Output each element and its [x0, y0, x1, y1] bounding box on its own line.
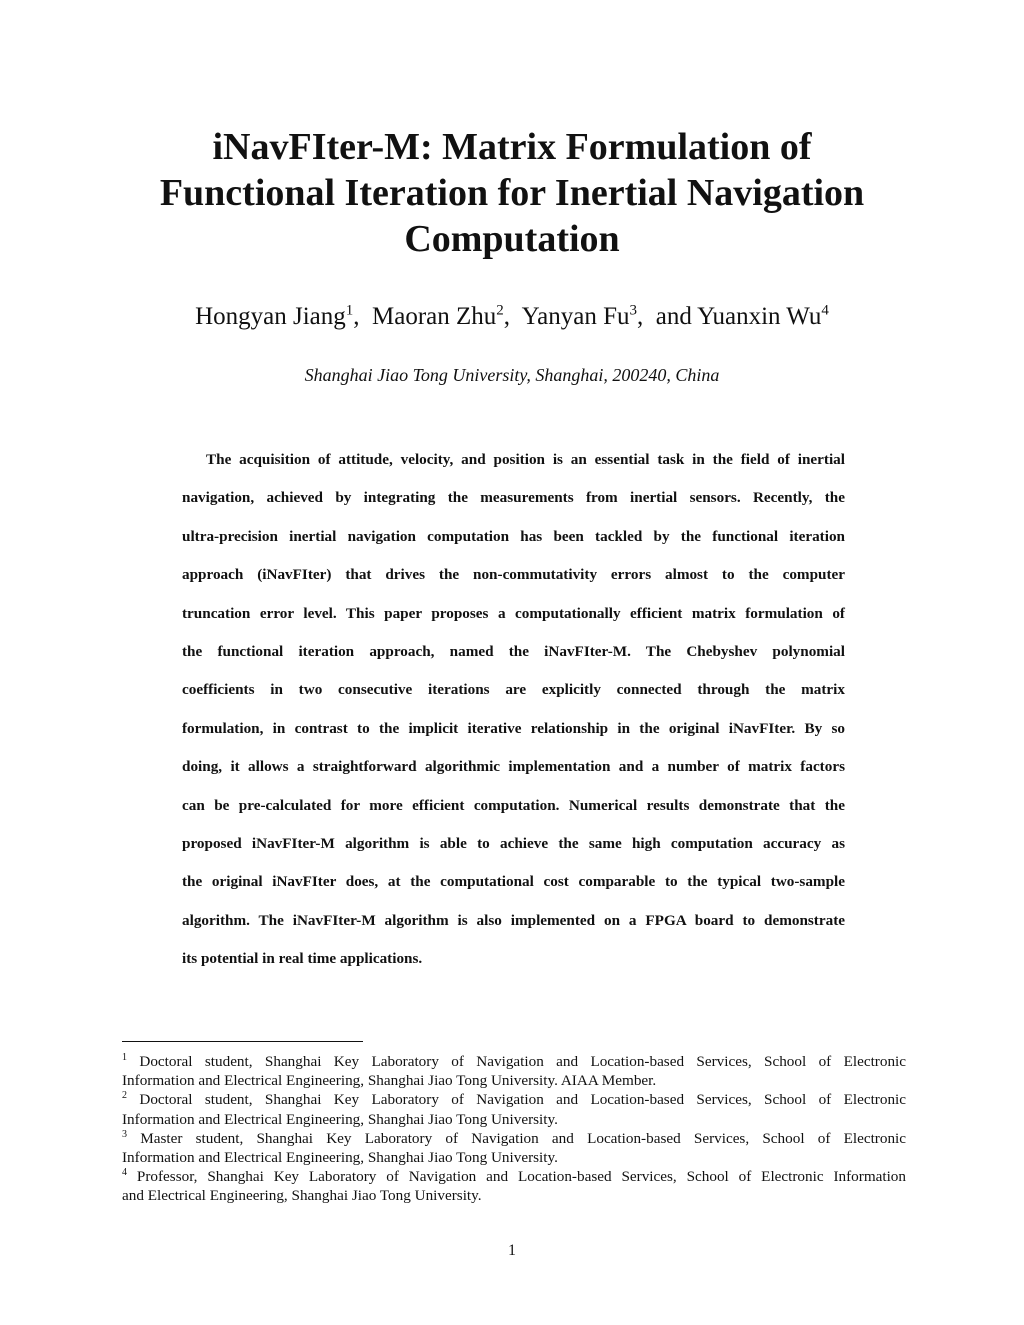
author: Maoran Zhu$^2$ [372, 302, 504, 330]
abstract-line: The acquisition of attitude, velocity, and position is an essential task in the field of inertial [206, 451, 845, 468]
footnote-text: and Electrical Engineering, Shanghai Jiao Tong University. [122, 1187, 482, 1205]
footnote-mark: 4 [122, 1167, 127, 1179]
abstract-line: the functional iteration approach, named the iNavFIter-M. The Chebyshev polynomial [182, 643, 845, 661]
abstract-line: algorithm. The iNavFIter-M algorithm is also implemented on a FPGA board to demonstrate [182, 911, 845, 929]
paper-title-line: Functional Iteration for Inertial Navigation [159, 172, 865, 214]
footnote [122, 1052, 906, 1090]
abstract-line: truncation error level. This paper proposes a computationally efficient matrix formulation of [182, 604, 845, 622]
abstract-line: formulation, in contrast to the implicit iterative relationship in the original iNavFIter. By so [182, 719, 845, 737]
page-number: 1 [508, 1242, 516, 1259]
abstract-line: ultra-precision inertial navigation computation has been tackled by the functional iteration [182, 527, 845, 545]
abstract-line: navigation, achieved by integrating the measurements from inertial sensors. Recently, the [182, 489, 845, 507]
footnote-text: Information and Electrical Engineering, Shanghai Jiao Tong University. [122, 1110, 558, 1128]
footnote-text: Professor, Shanghai Key Laboratory of Navigation and Location-based Services, School of Electronic Information [136, 1168, 906, 1186]
paper-title [100, 124, 924, 262]
paper-title-line: Computation [404, 218, 620, 260]
paper-title-line: iNavFIter-M: Matrix Formulation of [212, 126, 812, 168]
author-list: Hongyan Jiang$^1$, Maoran Zhu$^2$, Yanyan Fu$^3$, and Yuanxin Wu$^4$ [195, 302, 829, 330]
abstract-line: its potential in real time applications. [182, 950, 423, 968]
author: and Yuanxin Wu$^4$ [655, 302, 829, 330]
footnote-divider [122, 1041, 363, 1042]
author-footnote-mark: 1 [345, 302, 354, 319]
author-footnote-mark: 3 [629, 302, 638, 319]
abstract-line: can be pre-calculated for more efficient computation. Numerical results demonstrate that the [182, 796, 845, 814]
author-footnote-mark: 4 [821, 302, 829, 319]
footnote-text: Information and Electrical Engineering, Shanghai Jiao Tong University. [122, 1149, 558, 1167]
author: Hongyan Jiang$^1$ [195, 302, 354, 330]
abstract-line: the original iNavFIter does, at the computational cost comparable to the typical two-sample [182, 873, 845, 891]
footnote [122, 1167, 906, 1205]
footnote [122, 1090, 906, 1128]
abstract [182, 441, 845, 979]
affiliation: Shanghai Jiao Tong University, Shanghai, 200240, China [304, 365, 720, 385]
footnote-text: Doctoral student, Shanghai Key Laboratory of Navigation and Location-based Services, School of Electronic [139, 1053, 906, 1070]
footnote-mark: 2 [122, 1090, 127, 1102]
footnote-mark: 3 [122, 1128, 127, 1140]
footnotes [122, 1052, 906, 1206]
abstract-line: proposed iNavFIter-M algorithm is able to achieve the same high computation accuracy as [182, 835, 845, 853]
author: Yanyan Fu$^3$ [521, 302, 638, 330]
footnote [122, 1129, 906, 1167]
abstract-line: approach (iNavFIter) that drives the non-commutativity errors almost to the computer [182, 566, 845, 584]
author-footnote-mark: 2 [496, 302, 504, 319]
footnote-text: Master student, Shanghai Key Laboratory of Navigation and Location-based Services, School of Electronic [140, 1129, 907, 1147]
abstract-line: coefficients in two consecutive iterations are explicitly connected through the matrix [182, 681, 845, 699]
footnote-text: Information and Electrical Engineering, Shanghai Jiao Tong University. AIAA Member. [122, 1072, 657, 1090]
footnote-text: Doctoral student, Shanghai Key Laboratory of Navigation and Location-based Services, School of Electronic [139, 1091, 906, 1109]
footnote-mark: 1 [122, 1051, 127, 1063]
abstract-line: doing, it allows a straightforward algorithmic implementation and a number of matrix factors [182, 758, 845, 776]
